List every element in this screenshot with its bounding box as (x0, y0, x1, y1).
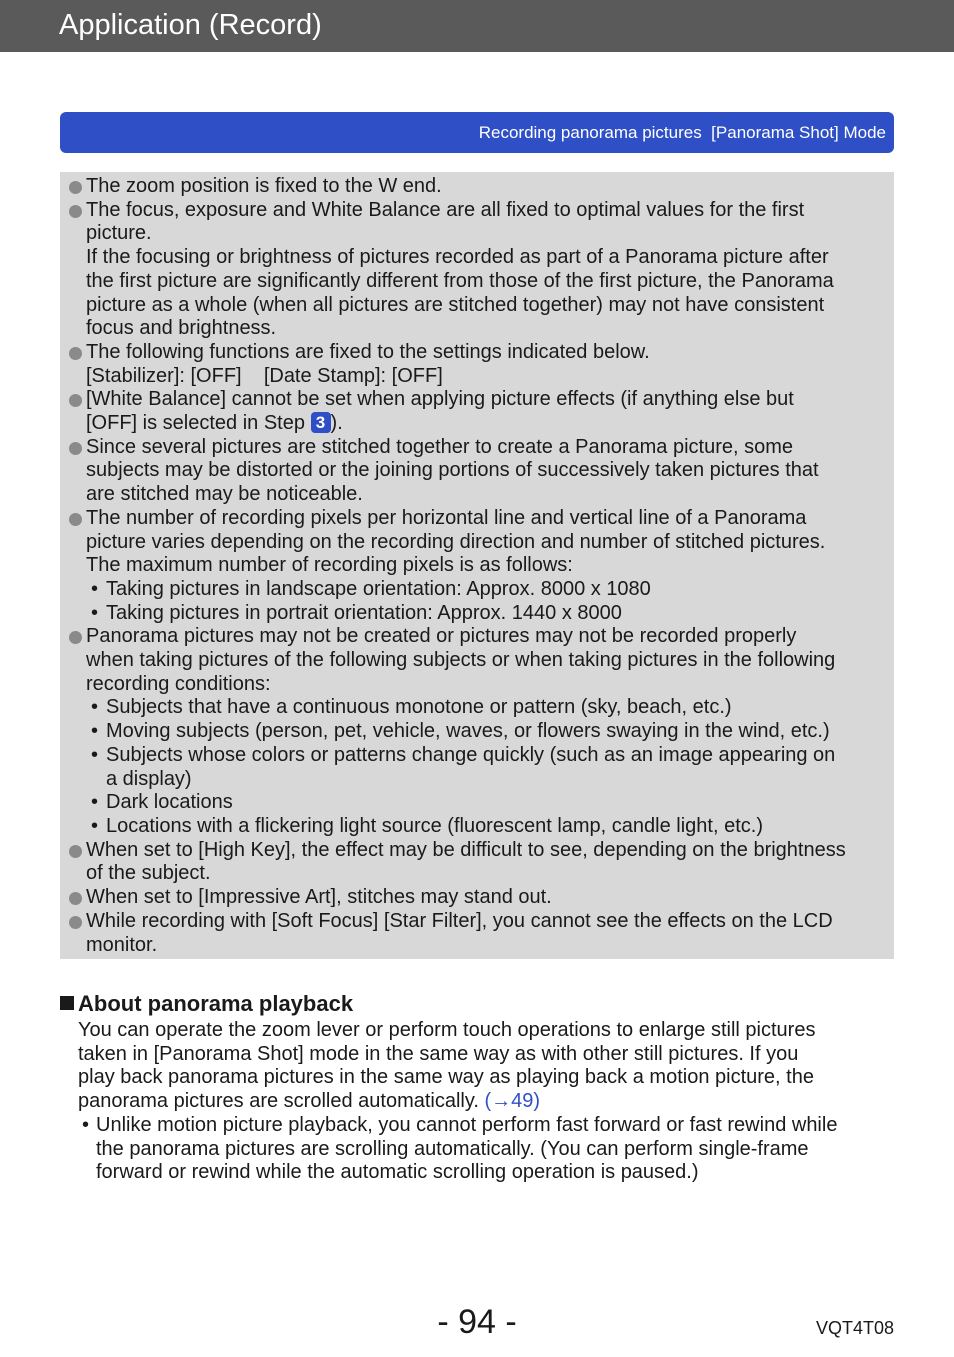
sub-bullet-continuation (86, 768, 886, 792)
playback-section-title (60, 990, 353, 1018)
section-banner (60, 112, 894, 153)
note-line: recording conditions: (86, 672, 271, 695)
sub-bullet-text: Taking pictures in portrait orientation: Approx. 1440 x 8000 (106, 601, 622, 624)
bullet-dot-icon (69, 631, 82, 644)
note-line: If the focusing or brightness of pictures recorded as part of a Panorama picture after (86, 246, 829, 269)
bullet-dot-icon (69, 394, 82, 407)
note-line: [Stabilizer]: [OFF] [Date Stamp]: [OFF] (86, 364, 443, 387)
sub-bullet-item (86, 791, 886, 815)
note-line: While recording with [Soft Focus] [Star Filter], you cannot see the effects on the LCD (86, 909, 833, 932)
sub-bullet-text: Moving subjects (person, pet, vehicle, waves, or flowers swaying in the wind, etc.) (106, 720, 830, 743)
note-line: The following functions are fixed to the settings indicated below. (86, 340, 650, 363)
note-line: when taking pictures of the following subjects or when taking pictures in the following (86, 649, 836, 672)
bullet-dot-icon (69, 916, 82, 929)
note-line: The focus, exposure and White Balance are all fixed to optimal values for the first (86, 198, 805, 221)
note-line: When set to [Impressive Art], stitches may stand out. (86, 886, 552, 909)
note-line: monitor. (86, 933, 158, 956)
sub-bullet-text: Taking pictures in landscape orientation: Approx. 8000 x 1080 (106, 577, 651, 600)
sub-bullet-text: Subjects that have a continuous monotone or pattern (sky, beach, etc.) (106, 696, 732, 719)
sub-bullet-icon: • (91, 577, 99, 600)
note-line: are stitched may be noticeable. (86, 483, 363, 506)
note-line: picture as a whole (when all pictures are stitched together) may not have consistent (86, 293, 825, 316)
note-item (68, 341, 886, 388)
note-line: The number of recording pixels per horizontal line and vertical line of a Panorama (86, 506, 807, 529)
bullet-dot-icon (69, 513, 82, 526)
banner-text: Recording panorama pictures [Panorama Shot] Mode (478, 123, 886, 142)
note-line: subjects may be distorted or the joining portions of successively taken pictures that (86, 459, 819, 482)
note-line: The zoom position is fixed to the W end. (86, 175, 442, 197)
note-line: picture. (86, 222, 152, 245)
sub-bullet-text: Subjects whose colors or patterns change quickly (such as an image appearing on (106, 743, 836, 766)
sub-bullet-item (86, 815, 886, 839)
note-text: [OFF] is selected in Step (86, 412, 311, 435)
note-item (68, 199, 886, 341)
notes-box (60, 172, 894, 959)
note-line: The maximum number of recording pixels is as follows: (86, 554, 573, 577)
sub-bullet-text: Dark locations (106, 791, 233, 814)
note-item (68, 436, 886, 507)
note-line: [White Balance] cannot be set when applying picture effects (if anything else but (86, 388, 794, 411)
bullet-dot-icon (69, 205, 82, 218)
note-item (68, 625, 886, 838)
bullet-dot-icon (69, 892, 82, 905)
body-line: taken in [Panorama Shot] mode in the same way as with other still pictures. If you (78, 1042, 799, 1065)
sub-bullet-item (86, 578, 886, 602)
playback-title-text: About panorama playback (78, 991, 354, 1016)
sub-bullet-continuation (78, 1138, 888, 1162)
sub-bullet-icon: • (91, 720, 99, 743)
note-item (68, 910, 886, 957)
sub-bullet-item (86, 744, 886, 768)
sub-bullet-icon: • (82, 1113, 90, 1136)
page-link[interactable]: (→49) (484, 1090, 541, 1113)
sub-bullet-text: Locations with a flickering light source (fluorescent lamp, candle light, etc.) (106, 814, 763, 837)
note-line: of the subject. (86, 862, 211, 885)
page-header (0, 0, 954, 52)
bullet-dot-icon (69, 442, 82, 455)
note-line: focus and brightness. (86, 317, 277, 340)
sub-bullet-text: the panorama pictures are scrolling automatically. (You can perform single-frame (96, 1137, 809, 1160)
note-item (68, 839, 886, 886)
note-line: the first picture are significantly different from those of the first picture, the Panorama (86, 269, 834, 292)
note-item (68, 886, 886, 910)
note-line: picture varies depending on the recording direction and number of stitched pictures. (86, 530, 826, 553)
sub-bullet-continuation (78, 1161, 888, 1185)
body-line (78, 1090, 888, 1114)
page-number: - 94 - (437, 1303, 517, 1341)
note-item (68, 507, 886, 626)
sub-bullet-text: forward or rewind while the automatic scrolling operation is paused.) (96, 1161, 699, 1184)
note-line: Since several pictures are stitched together to create a Panorama picture, some (86, 435, 794, 458)
sub-bullet-icon: • (91, 791, 99, 814)
sub-bullet-icon: • (91, 601, 99, 624)
note-line: When set to [High Key], the effect may be difficult to see, depending on the brightness (86, 838, 846, 861)
bullet-dot-icon (69, 181, 82, 194)
note-item (68, 388, 886, 435)
body-text: panorama pictures are scrolled automatically. (78, 1090, 485, 1113)
bullet-dot-icon (69, 845, 82, 858)
black-square-icon (60, 996, 74, 1010)
sub-bullet-text: Unlike motion picture playback, you cannot perform fast forward or fast rewind while (96, 1113, 838, 1136)
note-line (86, 412, 886, 436)
sub-bullet-item (86, 720, 886, 744)
body-line: You can operate the zoom lever or perform touch operations to enlarge still pictures (78, 1019, 816, 1041)
body-line: play back panorama pictures in the same way as playing back a motion picture, the (78, 1066, 814, 1089)
sub-bullet-icon: • (91, 696, 99, 719)
step-number-badge: 3 (311, 412, 331, 433)
sub-bullet-item (86, 602, 886, 626)
sub-bullet-icon: • (91, 814, 99, 837)
note-item (68, 175, 886, 199)
sub-bullet-item (86, 696, 886, 720)
playback-body (78, 1019, 888, 1185)
document-code: VQT4T08 (815, 1318, 894, 1338)
note-line: Panorama pictures may not be created or pictures may not be recorded properly (86, 625, 797, 648)
sub-bullet-item (78, 1114, 888, 1138)
sub-bullet-text: a display) (106, 767, 192, 790)
note-text: ). (330, 412, 343, 435)
sub-bullet-icon: • (91, 743, 99, 766)
header-title: Application (Record) (59, 9, 322, 41)
bullet-dot-icon (69, 347, 82, 360)
